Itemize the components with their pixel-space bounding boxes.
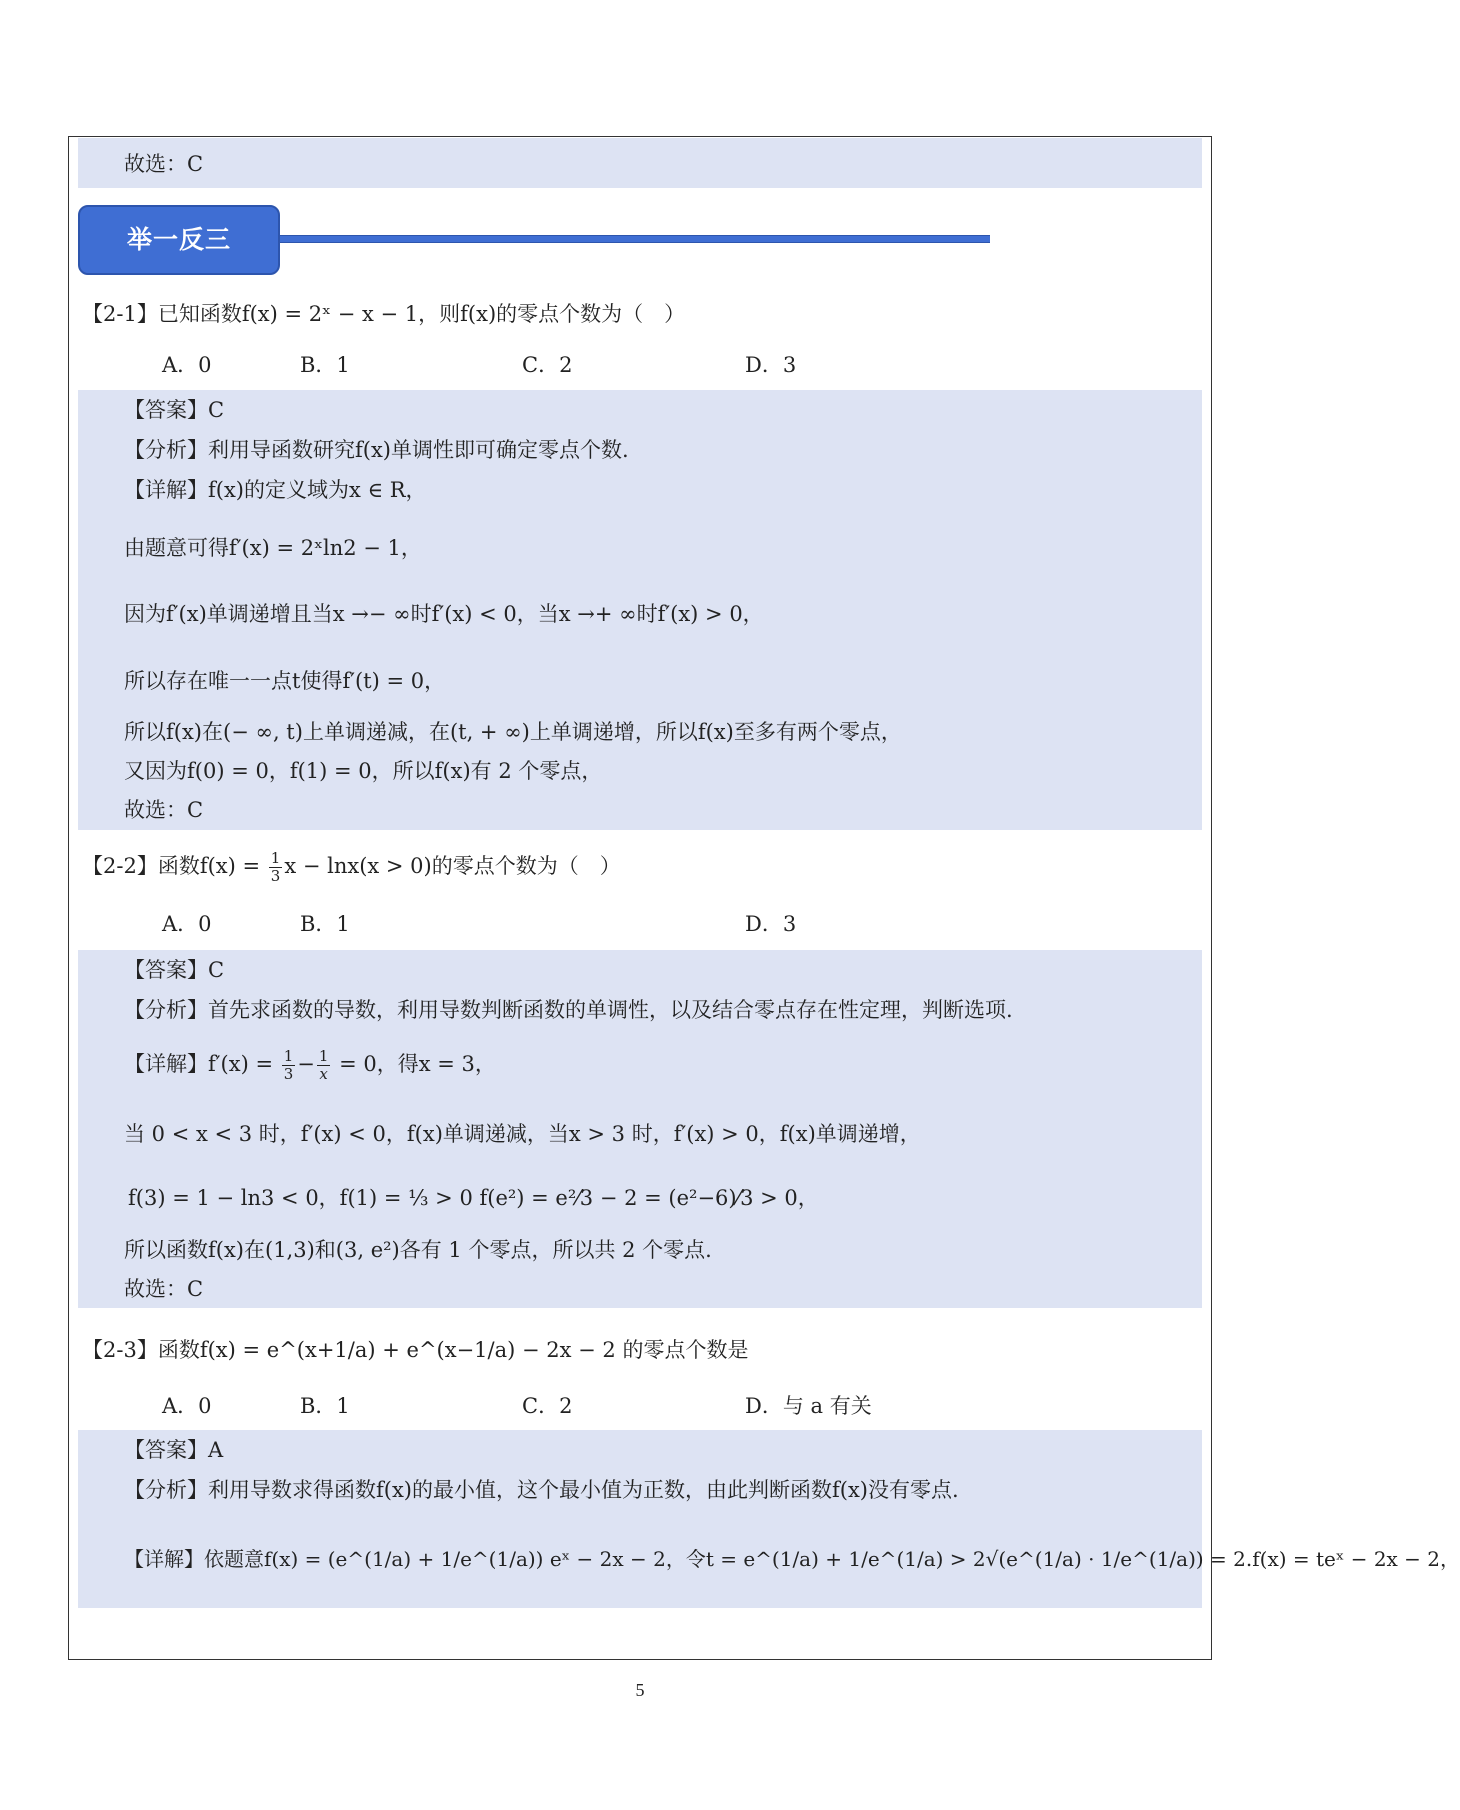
fraction: $\frac{1}{3}$ bbox=[270, 849, 281, 885]
detail-line: 由题意可得f′(x) = 2ˣln2 − 1， bbox=[124, 536, 422, 560]
detail-line: f(3) = 1 − ln3 < 0，f(1) = ⅓ > 0 f(e²) = e²⁄3 − 2 = (e²−6)⁄3 > 0， bbox=[128, 1186, 819, 1210]
analysis-text: 【分析】利用导数求得函数f(x)的最小值，这个最小值为正数，由此判断函数f(x)没有零点. bbox=[124, 1478, 959, 1502]
question-2-2 bbox=[82, 850, 621, 885]
question-2-3 bbox=[82, 1336, 748, 1364]
option-d: D．3 bbox=[745, 353, 797, 377]
answer-strip-top bbox=[78, 138, 1202, 188]
detail-line: 所以f(x)在(− ∞, t)上单调递减，在(t, + ∞)上单调递增，所以f(x)至多有两个零点， bbox=[124, 720, 902, 744]
detail-line: 所以函数f(x)在(1,3)和(3, e²)各有 1 个零点，所以共 2 个零点. bbox=[124, 1238, 712, 1262]
option-a: A．0 bbox=[162, 912, 212, 936]
detail-line: 故选：C bbox=[124, 1277, 204, 1301]
option-a: A．0 bbox=[162, 1394, 212, 1418]
detail-head: 【详解】f′(x) = $\frac{1}{3}$ − $\frac{1}{x}$ = 0，得x = 3， bbox=[124, 1047, 496, 1083]
solution-box-2-3 bbox=[78, 1430, 1202, 1608]
question-stem: 已知函数f(x) = 2ˣ − x − 1，则f(x)的零点个数为（ ） bbox=[157, 302, 686, 326]
section-banner: 举一反三 bbox=[78, 205, 280, 275]
option-b: B．1 bbox=[300, 1394, 350, 1418]
question-tag: 【2-2】 bbox=[82, 854, 158, 878]
answer-label: 【答案】C bbox=[124, 398, 225, 422]
option-d: D．3 bbox=[745, 912, 797, 936]
detail-head: 【详解】f(x)的定义域为x ∈ R， bbox=[124, 478, 427, 502]
detail-line: 当 0 < x < 3 时，f′(x) < 0，f(x)单调递减，当x > 3 时，f′(x) > 0，f(x)单调递增， bbox=[124, 1122, 921, 1146]
question-2-1 bbox=[82, 300, 685, 328]
option-c: C．2 bbox=[522, 1394, 573, 1418]
option-d: D．与 a 有关 bbox=[745, 1394, 872, 1418]
question-stem-suffix: x − lnx(x > 0)的零点个数为（ ） bbox=[284, 854, 621, 878]
answer-label: 【答案】C bbox=[124, 958, 225, 982]
option-b: B．1 bbox=[300, 353, 350, 377]
question-stem: 函数f(x) = e^(x+1/a) + e^(x−1/a) − 2x − 2 的零点个数是 bbox=[157, 1338, 749, 1362]
detail-line: 所以存在唯一一点t使得f′(t) = 0， bbox=[124, 669, 446, 693]
option-c: C．2 bbox=[522, 353, 573, 377]
question-tag: 【2-1】 bbox=[82, 302, 158, 326]
detail-line: 又因为f(0) = 0，f(1) = 0，所以f(x)有 2 个零点， bbox=[124, 759, 603, 783]
question-stem-prefix: 函数f(x) = bbox=[157, 854, 267, 878]
analysis-text: 【分析】首先求函数的导数，利用导数判断函数的单调性，以及结合零点存在性定理，判断选项. bbox=[124, 998, 1013, 1022]
option-b: B．1 bbox=[300, 912, 350, 936]
page-number: 5 bbox=[635, 1680, 645, 1700]
banner-rule bbox=[280, 235, 990, 243]
detail-text: 【详解】依题意f(x) = (e^(1/a) + 1/e^(1/a)) eˣ − 2x − 2，令t = e^(1/a) + 1/e^(1/a) > 2√(e^(1/a) · 1/e^(1/a)) = 2.f(x) = teˣ − 2x − 2， bbox=[124, 1547, 1460, 1571]
detail-line: 因为f′(x)单调递增且当x →− ∞时f′(x) < 0，当x →+ ∞时f′(x) > 0， bbox=[124, 602, 764, 626]
top-answer: 故选：C bbox=[124, 152, 204, 176]
option-a: A．0 bbox=[162, 353, 212, 377]
analysis-text: 【分析】利用导函数研究f(x)单调性即可确定零点个数. bbox=[124, 438, 629, 462]
detail-line: 故选：C bbox=[124, 798, 204, 822]
answer-label: 【答案】A bbox=[124, 1438, 224, 1462]
question-tag: 【2-3】 bbox=[82, 1338, 158, 1362]
